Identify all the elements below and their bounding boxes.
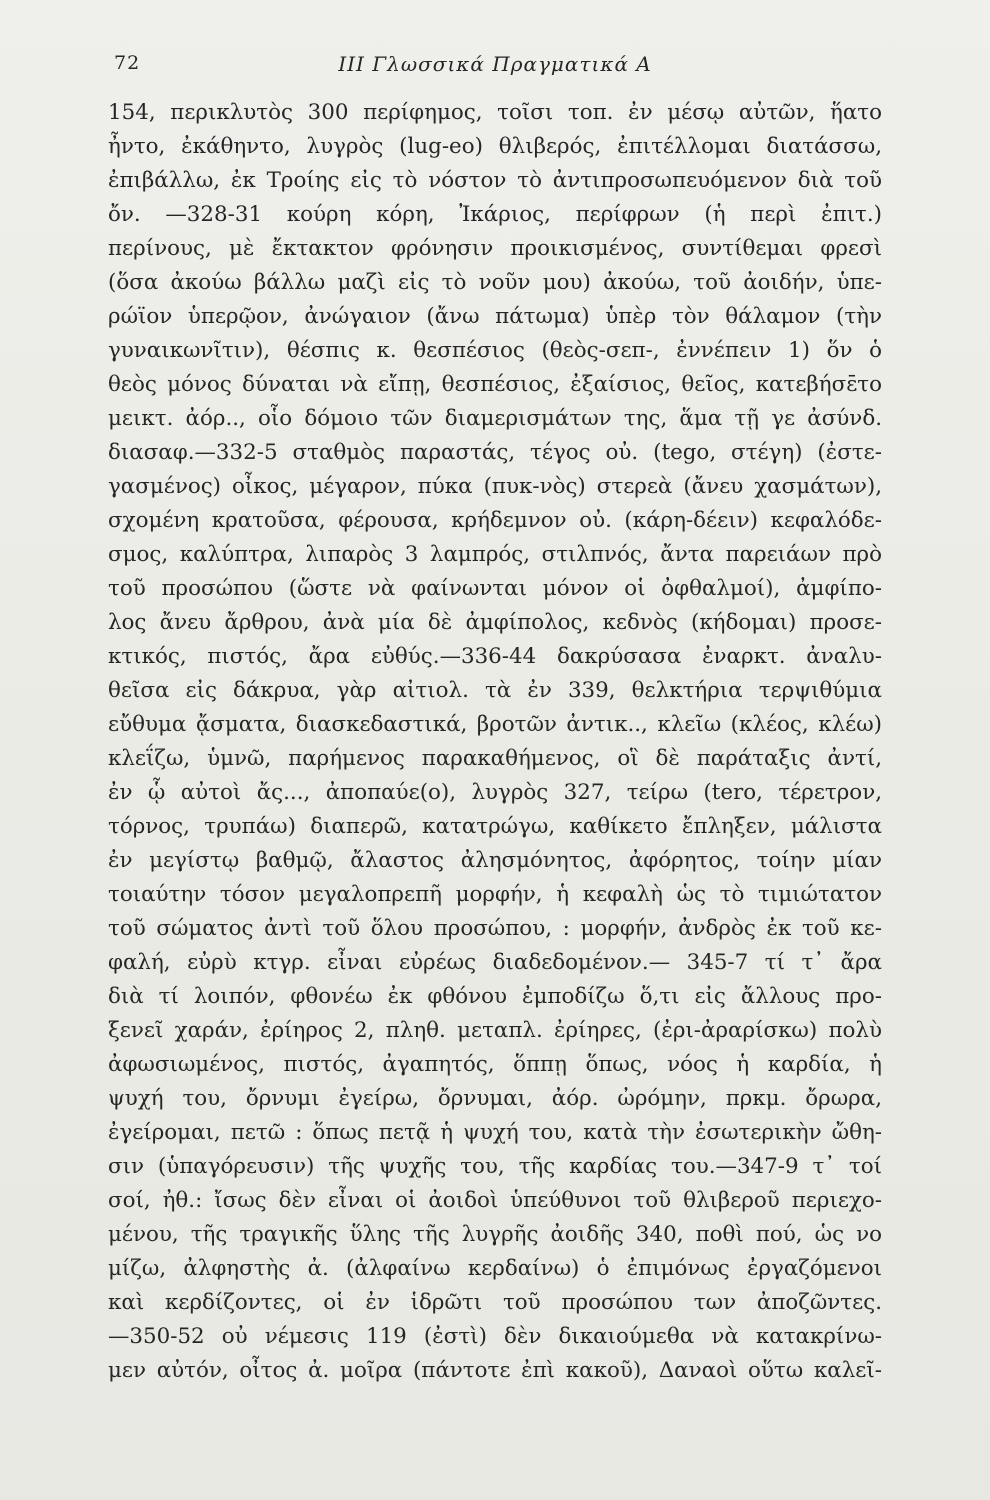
- text-line: σιν (ὑπαγόρευσιν) τῆς ψυχῆς του, τῆς καρδίας του.—347-9 τ᾽ τοί: [108, 1154, 882, 1179]
- text-line: εὔθυμα ᾄσματα, διασκεδαστικά, βροτῶν ἀντικ.., κλεῖω (κλέος, κλέω): [108, 712, 882, 737]
- text-line: θεὸς μόνος δύναται νὰ εἴπῃ, θεσπέσιος, ἐξαίσιος, θεῖος, κατεβήσε̄το: [108, 372, 882, 397]
- text-line: 154, περικλυτὸς 300 περίφημος, τοῖσι τοπ. ἐν μέσῳ αὐτῶν, ἥατο: [108, 100, 882, 125]
- text-line: —350-52 οὐ νέμεσις 119 (ἐστὶ) δὲν δικαιούμεθα νὰ κατακρίνω-: [108, 1324, 882, 1349]
- text-line: λος ἄνευ ἄρθρου, ἀνὰ μία δὲ ἀμφίπολος, κεδνὸς (κήδομαι) προσε-: [108, 610, 882, 635]
- text-line: περίνους, μὲ ἔκτακτον φρόνησιν προικισμένος, συντίθεμαι φρεσὶ: [108, 236, 882, 261]
- text-line: ἀφωσιωμένος, πιστός, ἀγαπητός, ὅππῃ ὅπως, νόος ἡ καρδία, ἡ: [108, 1052, 882, 1077]
- text-line: ρώϊον ὑπερῷον, ἀνώγαιον (ἄνω πάτωμα) ὑπὲρ τὸν θάλαμον (τὴν: [108, 304, 882, 329]
- text-line: ἐπιβάλλω, ἐκ Τροίης εἰς τὸ νόστον τὸ ἀντιπροσωπευόμενον διὰ τοῦ: [108, 168, 882, 193]
- text-line: ξενεῖ χαράν, ἐρίηρος 2, πληθ. μεταπλ. ἐρίηρες, (ἐρι-ἀραρίσκω) πολὺ: [108, 1018, 882, 1043]
- text-line: τοῦ σώματος ἀντὶ τοῦ ὅλου προσώπου, : μορφήν, ἀνδρὸς ἐκ τοῦ κε-: [108, 916, 882, 941]
- text-line: καὶ κερδίζοντες, οἱ ἐν ἱδρῶτι τοῦ προσώπου των ἀποζῶντες.: [108, 1290, 882, 1315]
- text-line: τόρνος, τρυπάω) διαπερῶ, κατατρώγω, καθίκετο ἔπληξεν, μάλιστα: [108, 814, 882, 839]
- text-line: μεικτ. ἀόρ.., οἷο δόμοιο τῶν διαμερισμάτων της, ἅμα τῇ γε ἀσύνδ.: [108, 406, 882, 431]
- text-line: ἐν μεγίστῳ βαθμῷ, ἄλαστος ἀλησμόνητος, ἀφόρητος, τοίην μίαν: [108, 848, 882, 873]
- text-line: τοῦ προσώπου (ὥστε νὰ φαίνωνται μόνον οἱ ὀφθαλμοί), ἀμφίπο-: [108, 576, 882, 601]
- text-line: διασαφ.—332-5 σταθμὸς παραστάς, τέγος οὐ. (tego, στέγη) (ἐστε-: [108, 440, 882, 465]
- text-line: μίζω, ἀλφηστὴς ἀ. (ἀλφαίνω κερδαίνω) ὁ ἐπιμόνως ἐργαζόμενοι: [108, 1256, 882, 1281]
- text-line: διὰ τί λοιπόν, φθονέω ἐκ φθόνου ἐμποδίζω ὅ,τι εἰς ἄλλους προ-: [108, 984, 882, 1009]
- text-line: σοί, ἠθ.: ἴσως δὲν εἶναι οἱ ἀοιδοὶ ὑπεύθυνοι τοῦ θλιβεροῦ περιεχο-: [108, 1188, 882, 1213]
- text-line: ἦντο, ἐκάθηντο, λυγρὸς (lug-eo) θλιβερός, ἐπιτέλλομαι διατάσσω,: [108, 134, 882, 159]
- text-line: κλεΐζω, ὑμνῶ, παρήμενος παρακαθήμενος, οἳ δὲ παράταξις ἀντί,: [108, 746, 882, 771]
- text-line: τοιαύτην τόσον μεγαλοπρεπῆ μορφήν, ἡ κεφαλὴ ὡς τὸ τιμιώτατον: [108, 882, 882, 907]
- text-line: γασμένος) οἶκος, μέγαρον, πύκα (πυκ-νὸς) στερεὰ (ἄνευ χασμάτων),: [108, 474, 882, 499]
- text-line: γυναικωνῖτιν), θέσπις κ. θεσπέσιος (θεὸς-σεπ-, ἐννέπειν 1) ὅν ὁ: [108, 338, 882, 363]
- text-line: ὄν. —328-31 κούρη κόρη, Ἰκάριος, περίφρων (ἡ περὶ ἐπιτ.): [108, 202, 882, 227]
- text-line: κτικός, πιστός, ἄρα εὐθύς.—336-44 δακρύσασα ἐναρκτ. ἀναλυ-: [108, 644, 882, 669]
- text-line: σχομένη κρατοῦσα, φέρουσα, κρήδεμνον οὐ. (κάρη-δέειν) κεφαλόδε-: [108, 508, 882, 533]
- running-title: ΙΙΙ Γλωσσικά Πραγματικά Α: [338, 52, 652, 76]
- text-line: ψυχή του, ὄρνυμι ἐγείρω, ὄρνυμαι, ἀόρ. ὠρόμην, πρκμ. ὄρωρα,: [108, 1086, 882, 1111]
- commentary-text: [108, 96, 882, 1388]
- page-number: 72: [114, 52, 141, 74]
- text-line: ἐν ᾧ αὐτοὶ ἄς..., ἀποπαύε(ο), λυγρὸς 327, τείρω (tero, τέρετρον,: [108, 780, 882, 805]
- text-line: σμος, καλύπτρα, λιπαρὸς 3 λαμπρός, στιλπνός, ἄντα παρειάων πρὸ: [108, 542, 882, 567]
- text-line: φαλή, εὐρὺ κτγρ. εἶναι εὐρέως διαδεδομένον.— 345-7 τί τ᾽ ἄρα: [108, 950, 882, 975]
- text-line: θεῖσα εἰς δάκρυα, γὰρ αἰτιολ. τὰ ἐν 339, θελκτήρια τερψιθύμια: [108, 678, 882, 703]
- text-line: (ὅσα ἀκούω βάλλω μαζὶ εἰς τὸ νοῦν μου) ἀκούω, τοῦ ἀοιδήν, ὑπε-: [108, 270, 882, 295]
- text-line: μένου, τῆς τραγικῆς ὕλης τῆς λυγρῆς ἀοιδῆς 340, ποθὶ πού, ὡς νο: [108, 1222, 882, 1247]
- text-line: μεν αὐτόν, οἶτος ἀ. μοῖρα (πάντοτε ἐπὶ κακοῦ), Δαναοὶ οὕτω καλεῖ-: [108, 1358, 882, 1383]
- text-line: ἐγείρομαι, πετῶ : ὅπως πετᾷ ἡ ψυχή του, κατὰ τὴν ἐσωτερικὴν ὤθη-: [108, 1120, 882, 1145]
- page-header: [108, 50, 882, 86]
